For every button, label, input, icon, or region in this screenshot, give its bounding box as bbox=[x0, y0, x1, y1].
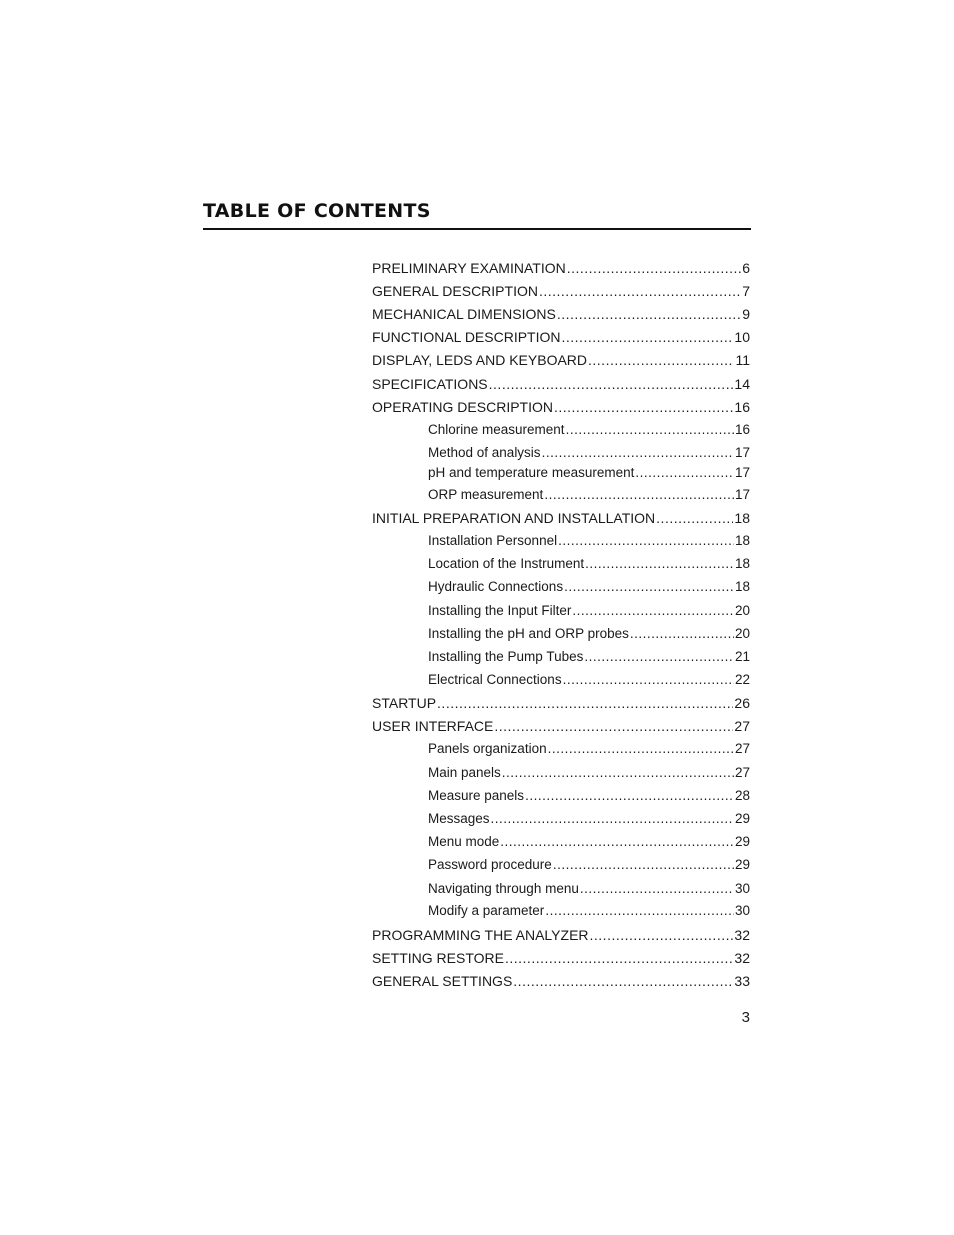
toc-entry-title: Panels organization bbox=[428, 741, 547, 756]
toc-entry[interactable] bbox=[372, 304, 750, 324]
toc-entry-title: Hydraulic Connections bbox=[428, 579, 564, 594]
toc-subentry[interactable] bbox=[428, 554, 750, 574]
toc-subentry[interactable] bbox=[428, 624, 750, 644]
toc-entry-title: SPECIFICATIONS bbox=[372, 376, 488, 392]
toc-entry-page: 6 bbox=[742, 260, 750, 276]
toc-entry-title: Installing the Pump Tubes bbox=[428, 649, 584, 664]
toc-entry-title: Menu mode bbox=[428, 834, 500, 849]
toc-entry[interactable] bbox=[372, 281, 750, 301]
toc-entry-page: 29 bbox=[734, 857, 750, 872]
toc-entry-page: 11 bbox=[735, 352, 750, 368]
toc-entry-page: 18 bbox=[734, 533, 750, 548]
toc-entry[interactable] bbox=[372, 693, 750, 713]
toc-subentry[interactable] bbox=[428, 463, 750, 483]
toc-subentry[interactable] bbox=[428, 879, 750, 899]
dot-leader bbox=[544, 485, 734, 505]
toc-entry-page: 32 bbox=[734, 950, 750, 966]
toc-entry-page: 16 bbox=[734, 399, 750, 415]
toc-subentry[interactable] bbox=[428, 420, 750, 440]
toc-subentry[interactable] bbox=[428, 786, 750, 806]
toc-entry-title: GENERAL DESCRIPTION bbox=[372, 283, 538, 299]
dot-leader bbox=[558, 531, 734, 551]
dot-leader bbox=[539, 281, 741, 301]
toc-entry-page: 18 bbox=[734, 510, 750, 526]
dot-leader bbox=[500, 832, 734, 852]
toc-entry-title: Modify a parameter bbox=[428, 903, 545, 918]
dot-leader bbox=[502, 763, 734, 783]
dot-leader bbox=[513, 971, 733, 991]
toc-subentry[interactable] bbox=[428, 670, 750, 690]
toc-entry-title: Electrical Connections bbox=[428, 672, 562, 687]
toc-entry-title: ORP measurement bbox=[428, 487, 544, 502]
dot-leader bbox=[630, 624, 734, 644]
dot-leader bbox=[437, 693, 733, 713]
toc-entry[interactable] bbox=[372, 925, 750, 945]
toc-entry-page: 17 bbox=[734, 487, 750, 502]
toc-entry-title: Main panels bbox=[428, 765, 501, 780]
toc-entry-page: 30 bbox=[734, 903, 750, 918]
dot-leader bbox=[563, 670, 734, 690]
toc-subentry[interactable] bbox=[428, 485, 750, 505]
toc-entry-title: Installing the Input Filter bbox=[428, 603, 572, 618]
toc-entry-title: MECHANICAL DIMENSIONS bbox=[372, 306, 556, 322]
dot-leader bbox=[553, 855, 734, 875]
toc-entry[interactable] bbox=[372, 948, 750, 968]
toc-entry-page: 20 bbox=[734, 603, 750, 618]
toc-entry-title: pH and temperature measurement bbox=[428, 465, 635, 480]
toc-entry-page: 33 bbox=[734, 973, 750, 989]
toc-entry-page: 27 bbox=[734, 718, 750, 734]
dot-leader bbox=[584, 647, 734, 667]
dot-leader bbox=[542, 443, 734, 463]
toc-subentry[interactable] bbox=[428, 601, 750, 621]
toc-entry-title: Measure panels bbox=[428, 788, 525, 803]
toc-subentry[interactable] bbox=[428, 531, 750, 551]
toc-entry[interactable] bbox=[372, 350, 750, 370]
dot-leader bbox=[585, 554, 734, 574]
toc-entry-page: 16 bbox=[734, 422, 750, 437]
toc-entry[interactable] bbox=[372, 374, 750, 394]
toc-entry-page: 18 bbox=[734, 556, 750, 571]
toc-entry-title: Method of analysis bbox=[428, 445, 541, 460]
dot-leader bbox=[564, 577, 734, 597]
toc-entry-page: 10 bbox=[734, 329, 750, 345]
toc-entry-page: 9 bbox=[742, 306, 750, 322]
toc-entry-page: 32 bbox=[734, 927, 750, 943]
dot-leader bbox=[557, 304, 741, 324]
toc-subentry[interactable] bbox=[428, 809, 750, 829]
toc-entry-title: Password procedure bbox=[428, 857, 552, 872]
toc-entry-page: 17 bbox=[734, 465, 750, 480]
toc-entry-title: FUNCTIONAL DESCRIPTION bbox=[372, 329, 561, 345]
toc-entry[interactable] bbox=[372, 258, 750, 278]
toc-entry-title: INITIAL PREPARATION AND INSTALLATION bbox=[372, 510, 656, 526]
dot-leader bbox=[548, 739, 734, 759]
toc-entry-page: 30 bbox=[734, 881, 750, 896]
toc-entry-page: 17 bbox=[734, 445, 750, 460]
dot-leader bbox=[505, 948, 733, 968]
toc-subentry[interactable] bbox=[428, 443, 750, 463]
toc-entry-title: Installation Personnel bbox=[428, 533, 558, 548]
dot-leader bbox=[562, 327, 734, 347]
toc-entry[interactable] bbox=[372, 397, 750, 417]
dot-leader bbox=[545, 901, 734, 921]
toc-entry-title: PRELIMINARY EXAMINATION bbox=[372, 260, 566, 276]
toc-entry-title: SETTING RESTORE bbox=[372, 950, 504, 966]
toc-entry-title: Chlorine measurement bbox=[428, 422, 565, 437]
dot-leader bbox=[588, 350, 734, 370]
toc-entry-title: Navigating through menu bbox=[428, 881, 579, 896]
toc-entry-title: PROGRAMMING THE ANALYZER bbox=[372, 927, 589, 943]
dot-leader bbox=[572, 601, 734, 621]
toc-entry[interactable] bbox=[372, 716, 750, 736]
toc-subentry[interactable] bbox=[428, 901, 750, 921]
toc-entry-page: 7 bbox=[742, 283, 750, 299]
toc-entry-page: 29 bbox=[734, 834, 750, 849]
toc-entry-title: GENERAL SETTINGS bbox=[372, 973, 513, 989]
toc-entry-page: 14 bbox=[734, 376, 750, 392]
toc-entry-title: OPERATING DESCRIPTION bbox=[372, 399, 553, 415]
toc-entry-page: 28 bbox=[734, 788, 750, 803]
toc-subentry[interactable] bbox=[428, 647, 750, 667]
toc-entry-page: 27 bbox=[734, 765, 750, 780]
toc-entry[interactable] bbox=[372, 508, 750, 528]
toc-entry-page: 26 bbox=[734, 695, 750, 711]
dot-leader bbox=[635, 463, 734, 483]
toc-entry-page: 18 bbox=[734, 579, 750, 594]
dot-leader bbox=[491, 809, 734, 829]
toc-subentry[interactable] bbox=[428, 763, 750, 783]
toc-subentry[interactable] bbox=[428, 739, 750, 759]
dot-leader bbox=[567, 258, 741, 278]
dot-leader bbox=[494, 716, 733, 736]
toc-entry-title: Installing the pH and ORP probes bbox=[428, 626, 629, 641]
toc-entry-page: 22 bbox=[734, 672, 750, 687]
dot-leader bbox=[566, 420, 734, 440]
toc-entry-title: USER INTERFACE bbox=[372, 718, 494, 734]
page-number: 3 bbox=[741, 1009, 750, 1026]
page-title: TABLE OF CONTENTS bbox=[203, 200, 431, 222]
toc-entry[interactable] bbox=[372, 971, 750, 991]
toc-entry-page: 21 bbox=[734, 649, 750, 664]
dot-leader bbox=[489, 374, 734, 394]
toc-subentry[interactable] bbox=[428, 832, 750, 852]
toc-entry-page: 27 bbox=[734, 741, 750, 756]
toc-entry-title: STARTUP bbox=[372, 695, 437, 711]
toc-entry-page: 20 bbox=[734, 626, 750, 641]
toc-entry-title: Messages bbox=[428, 811, 490, 826]
toc-subentry[interactable] bbox=[428, 855, 750, 875]
dot-leader bbox=[656, 508, 733, 528]
toc-entry-page: 29 bbox=[734, 811, 750, 826]
toc-entry[interactable] bbox=[372, 327, 750, 347]
toc-entry-title: DISPLAY, LEDS AND KEYBOARD bbox=[372, 352, 588, 368]
dot-leader bbox=[554, 397, 733, 417]
toc-subentry[interactable] bbox=[428, 577, 750, 597]
dot-leader bbox=[580, 879, 734, 899]
dot-leader bbox=[590, 925, 734, 945]
dot-leader bbox=[525, 786, 734, 806]
toc-entry-title: Location of the Instrument bbox=[428, 556, 585, 571]
